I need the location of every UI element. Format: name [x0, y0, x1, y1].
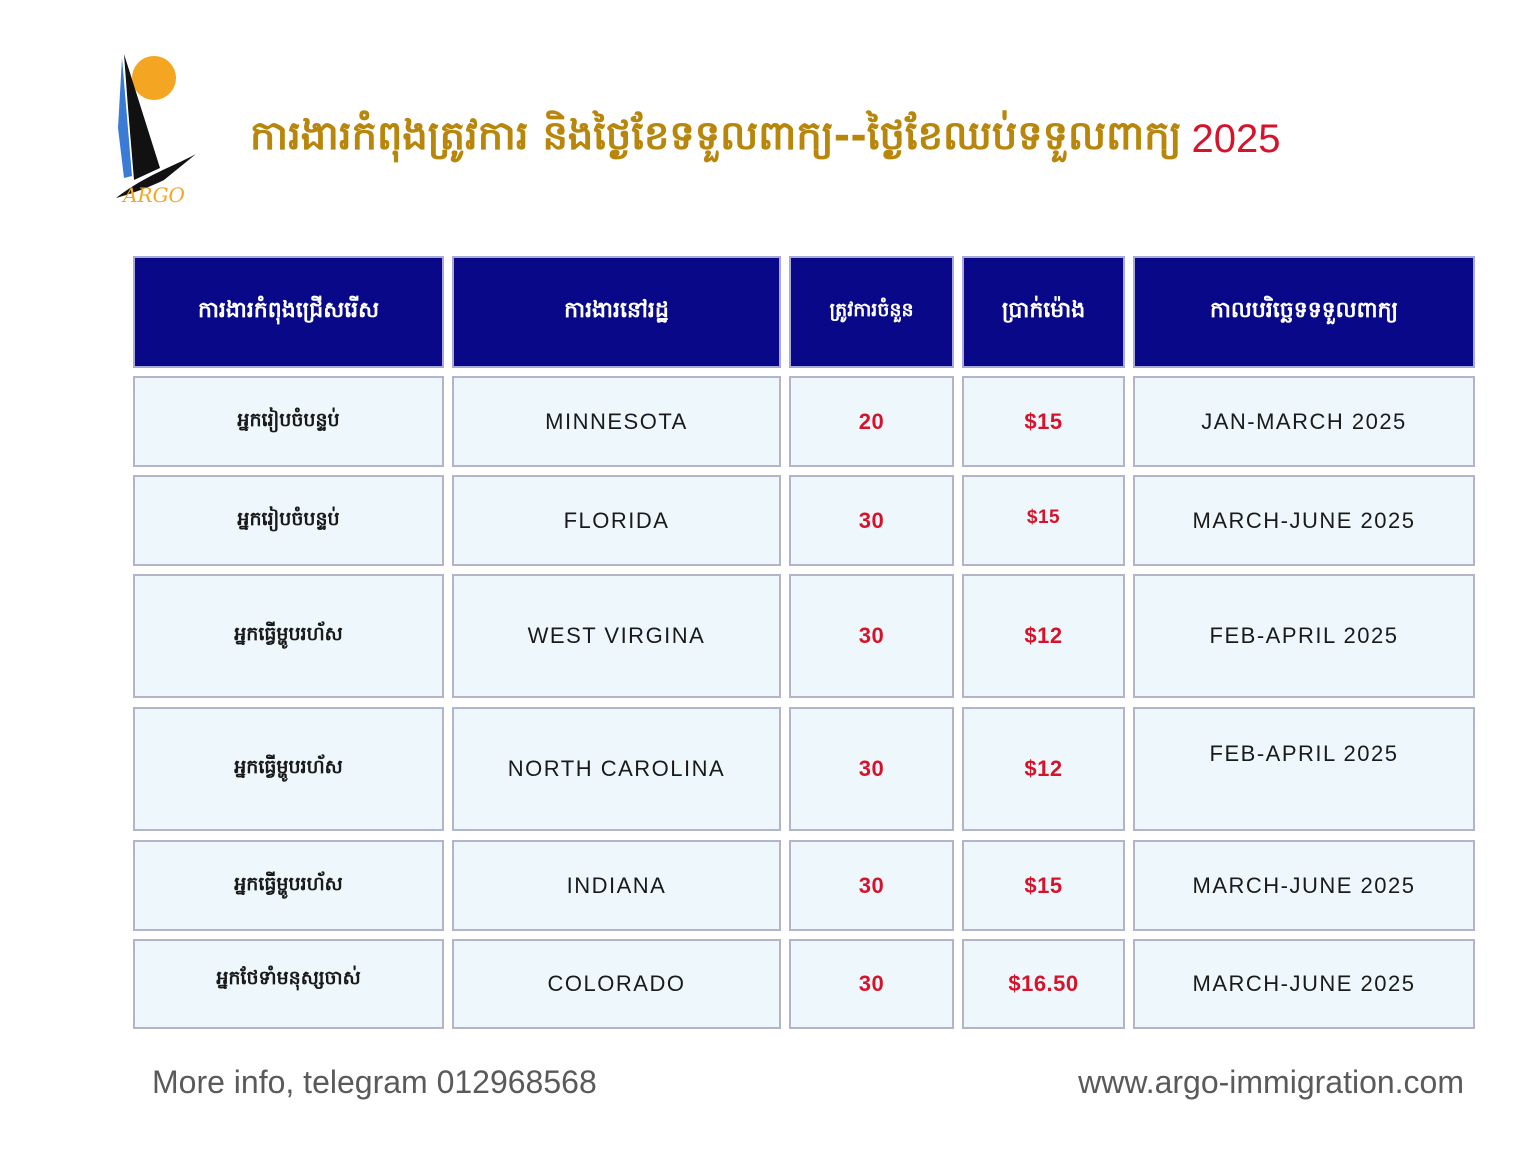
cell-period: MARCH-JUNE 2025	[1133, 475, 1475, 566]
footer-website[interactable]: www.argo-immigration.com	[1078, 1064, 1464, 1100]
page-title	[250, 104, 1450, 174]
cell-job: អ្នកធ្វើម្ហូបរហ័ស	[133, 707, 444, 831]
header-state: ការងារនៅរដ្ឋ	[452, 256, 781, 368]
cell-state: FLORIDA	[452, 475, 781, 566]
argo-logo	[104, 48, 200, 208]
cell-state: MINNESOTA	[452, 376, 781, 467]
cell-wage: $15	[962, 840, 1125, 931]
cell-wage: $15	[962, 376, 1125, 467]
header-job: ការងារកំពុងជ្រើសរើស	[133, 256, 444, 368]
cell-wage: $12	[962, 574, 1125, 698]
cell-count: 30	[789, 840, 954, 931]
cell-job: អ្នកធ្វើម្ហូបរហ័ស	[133, 574, 444, 698]
cell-wage: $15	[962, 475, 1125, 566]
page-title-text: ការងារកំពុងត្រូវការ និងថ្ងៃខែទទួលពាក្យ--ថ្ងៃខែឈប់ទទួលពាក្យ	[250, 112, 1182, 159]
cell-period: MARCH-JUNE 2025	[1133, 840, 1475, 931]
cell-count: 30	[789, 475, 954, 566]
cell-count: 30	[789, 939, 954, 1029]
header-wage: ប្រាក់ម៉ោង	[962, 256, 1125, 368]
cell-state: NORTH CAROLINA	[452, 707, 781, 831]
cell-wage: $12	[962, 707, 1125, 831]
cell-wage: $16.50	[962, 939, 1125, 1029]
cell-count: 20	[789, 376, 954, 467]
footer-contact: More info, telegram 012968568	[152, 1064, 597, 1100]
header-count: ត្រូវការចំនួន	[789, 256, 954, 368]
cell-count: 30	[789, 574, 954, 698]
cell-period: MARCH-JUNE 2025	[1133, 939, 1475, 1029]
cell-state: INDIANA	[452, 840, 781, 931]
page-title-year: 2025	[1191, 116, 1281, 161]
cell-count: 30	[789, 707, 954, 831]
cell-state: COLORADO	[452, 939, 781, 1029]
logo-wordmark: ARGO	[123, 183, 185, 207]
cell-job: អ្នកធ្វើម្ហូបរហ័ស	[133, 840, 444, 931]
cell-state: WEST VIRGINA	[452, 574, 781, 698]
cell-job: អ្នកថែទាំមនុស្សចាស់	[133, 939, 444, 1029]
cell-period: FEB-APRIL 2025	[1133, 574, 1475, 698]
header-period: កាលបរិច្ឆេទទទួលពាក្យ	[1133, 256, 1475, 368]
cell-job: អ្នករៀបចំបន្ទប់	[133, 376, 444, 467]
cell-period: JAN-MARCH 2025	[1133, 376, 1475, 467]
cell-job: អ្នករៀបចំបន្ទប់	[133, 475, 444, 566]
cell-period: FEB-APRIL 2025	[1133, 707, 1475, 831]
